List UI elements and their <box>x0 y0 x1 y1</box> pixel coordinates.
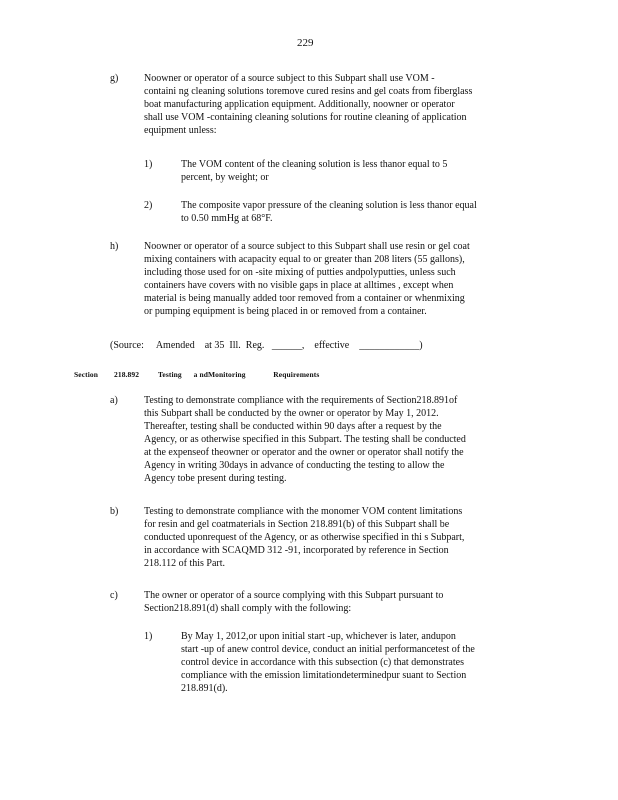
item-label-g1: 1) <box>144 159 153 170</box>
section-title: Testing a ndMonitoring Requirements <box>158 370 320 379</box>
page-number: 229 <box>297 37 314 49</box>
section-prefix: Section <box>74 370 99 379</box>
item-label-g2: 2) <box>144 200 153 211</box>
item-text-g: Noowner or operator of a source subject to this Subpart shall use VOM - containi ng cleaning solutions toremove cured resins and gel coats from fiberglass boat manufacturing application equipment. Additionally, noowner or operator shall use VOM -containing cleaning solutions for routine cleaning of application equipment unless: <box>144 73 473 136</box>
item-label-c1: 1) <box>144 631 153 642</box>
item-text-b: Testing to demonstrate compliance with the monomer VOM content limitations for resin and gel coatmaterials in Section 218.891(b) of this Subpart shall be conducted uponrequest of the Agency, or as otherwise specified in thi s Subpart, in accordance with SCAQMD 312 -91, incorporated by reference in Section 218.112 of this Part. <box>144 506 465 569</box>
item-label-a: a) <box>110 395 118 406</box>
item-text-g1: The VOM content of the cleaning solution is less thanor equal to 5 percent, by weight; or <box>181 159 448 183</box>
section-number: 218.892 <box>114 370 140 379</box>
item-label-g: g) <box>110 73 119 84</box>
source-note: (Source: Amended at 35 Ill. Reg. ______, effective ____________) <box>110 340 423 351</box>
item-text-c1: By May 1, 2012,or upon initial start -up, whichever is later, andupon start -up of anew control device, conduct an initial performancetest of the control device in accordance with this subsection (c) that demonstrates compliance with the emission limitationdeterminedpur suant to Section 218.891(d). <box>181 631 475 694</box>
item-label-b: b) <box>110 506 119 517</box>
item-label-c: c) <box>110 590 118 601</box>
item-text-g2: The composite vapor pressure of the cleaning solution is less thanor equal to 0.50 mmHg at 68°F. <box>181 200 477 224</box>
item-text-c: The owner or operator of a source complying with this Subpart pursuant to Section218.891(d) shall comply with the following: <box>144 590 444 614</box>
item-text-h: Noowner or operator of a source subject to this Subpart shall use resin or gel coat mixing containers with acapacity equal to or greater than 208 liters (55 gallons), including those used for on -site mixing of putties andpolyputties, unless such containers have covers with no visible gaps in place at alltimes , except when material is being manually added toor removed from a container or whenmixing or pumping equipment is being placed in or removed from a container. <box>144 241 470 317</box>
item-label-h: h) <box>110 241 119 252</box>
item-text-a: Testing to demonstrate compliance with the requirements of Section218.891of this Subpart shall be conducted by the owner or operator by May 1, 2012. Thereafter, testing shall be conducted within 90 days after a request by the Agency, or as otherwise specified in this Subpart. The testing shall be conducted at the expenseof theowner or operator and the owner or operator shall notify the Agency in writing 30days in advance of conducting the testing to allow the Agency tobe present during testing. <box>144 395 466 484</box>
